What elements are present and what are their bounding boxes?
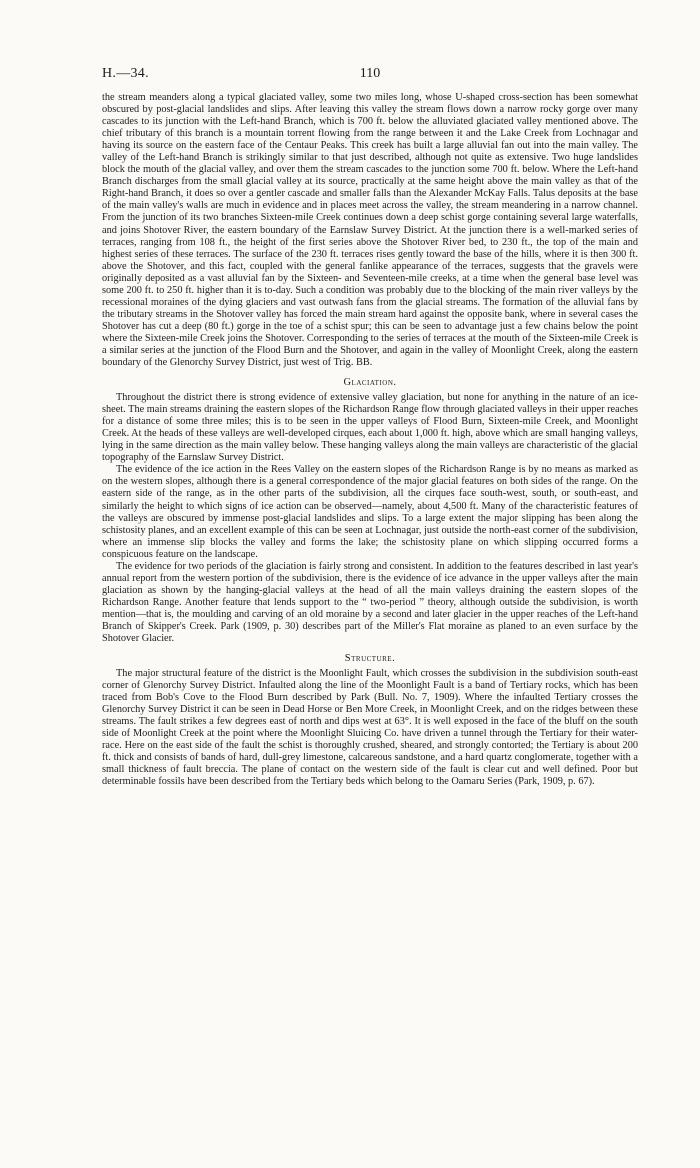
section-heading-structure: Structure. bbox=[344, 653, 396, 665]
body-paragraph: The evidence of the ice action in the Rees Valley on the eastern slopes of the Richardson Range is by no means as marked as on the western slopes, although there is a general correspondence of the major glacial features on both sides of the range. On the eastern side of the range, as in the other parts of the subdivision, all the cirques face south-west, south, or south-east, and similarly the height to which signs of ice action can be observed—namely, about 4,500 ft. Many of the characteristic features of the valleys are obscured by immense post-glacial landslides and slips. To a large extent the major slipping has been along the schistosity planes, and an excellent example of this can be seen at Lochnagar, just outside the north-east corner of the subdivision, where an immense slip blocks the valley and forms the lake; the schistosity plane on which slipping occurred forms a conspicuous feature on the landscape. bbox=[102, 464, 638, 560]
page-number: 110 bbox=[359, 66, 381, 81]
body-paragraph: The major structural feature of the district is the Moonlight Fault, which crosses the subdivision in the subdivision south-east corner of Glenorchy Survey District. Infaulted along the line of the Moonlight Fault is a band of Tertiary rocks, which has been traced from Bob's Cove to the Flood Burn described by Park (Bull. No. 7, 1909). Where the infaulted Tertiary crosses the Glenorchy Survey District it can be seen in Dead Horse or Ben More Creek, in Moonlight Creek, and on the ridges between these streams. The fault strikes a few degrees east of north and dips west at 63°. It is well exposed in the face of the bluff on the south side of Moonlight Creek at the point where the Moonlight Sluicing Co. have driven a tunnel through the Tertiary for their water-race. Here on the east side of the fault the schist is thoroughly crushed, sheared, and strongly contorted; the Tertiary is about 200 ft. thick and consists of bands of hard, dull-grey limestone, calcareous sandstone, and a hard quartz conglomerate, together with a small thickness of fault breccia. The plane of contact on the western side of the fault is clear cut and well defined. Poor but determinable fossils have been described from the Tertiary beds which belong to the Oamaru Series (Park, 1909, p. 67). bbox=[102, 668, 638, 788]
page-reference: H.—34. bbox=[102, 66, 149, 81]
body-paragraph: Throughout the district there is strong evidence of extensive valley glaciation, but none for anything in the nature of an ice-sheet. The main streams draining the eastern slopes of the Richardson Range flow through glaciated valleys in their upper reaches for a distance of some three miles; this is to be seen in the upper valleys of Flood Burn, Sixteen-mile Creek, and Moonlight Creek. At the heads of these valleys are well-developed cirques, each about 1,000 ft. high, above which are small hanging valleys, lying in the same direction as the main valley below. These hanging valleys along the main valleys are characteristic of the glacial topography of the Earnslaw Survey District. bbox=[102, 392, 638, 464]
page-header bbox=[102, 66, 638, 92]
section-heading-glaciation: Glaciation. bbox=[343, 377, 397, 389]
body-paragraph: the stream meanders along a typical glaciated valley, some two miles long, whose U-shaped cross-section has been somewhat obscured by post-glacial landslides and slips. After leaving this valley the stream flows down a narrow rocky gorge over many cascades to its junction with the Left-hand Branch, which is 700 ft. below the alluviated glaciated valley mentioned above. The chief tributary of this branch is a mountain torrent flowing from the range between it and the Lake Creek from Lochnagar and having its source on the eastern face of the Centaur Peaks. This creek has built a large alluvial fan out into the main valley. The valley of the Left-hand Branch is strikingly similar to that just described, although not quite as extensive. Two huge landslides block the mouth of the glacial valley, and over them the stream cascades to the junction some 700 ft. below. Where the Left-hand Branch discharges from the small glacial valley at its source, practically at the same height above the main valley as that of the Right-hand Branch, it does so over a gentler cascade and smaller falls than the Alexander McKay Falls. Talus deposits at the base of the main valley's walls are much in evidence and in places meet across the valley, the stream meandering in a narrow channel. From the junction of its two branches Sixteen-mile Creek continues down a deep schist gorge containing several large waterfalls, and joins Shotover River, the eastern boundary of the Earnslaw Survey District. At the junction there is a well-marked series of terraces, ranging from 108 ft., the height of the first series above the Shotover River bed, to 230 ft., the top of the main and highest series of these terraces. The surface of the 230 ft. terraces rises gently toward the base of the hills, where it is then 300 ft. above the Shotover, and this fact, coupled with the general fanlike appearance of the terraces, suggests that the gravels were originally deposited as a vast alluvial fan by the Sixteen- and Seventeen-mile creeks, at a time when the general base level was some 200 ft. to 250 ft. higher than it is to-day. Such a condition was probably due to the blocking of the main river valleys by the recessional moraines of the dying glaciers and vast outwash fans from the glacial streams. The formation of the alluvial fans by the tributary streams in the Shotover valley has forced the main stream hard against the opposite bank, where in several cases the Shotover has cut a deep (80 ft.) gorge in the toe of a schist spur; this can be seen to advantage just a few chains below the point where the Sixteen-mile Creek joins the Shotover. Corresponding to the series of terraces at the mouth of the Sixteen-mile Creek is a similar series at the junction of the Flood Burn and the Shotover, and again in the valley of Moonlight Creek, along the eastern boundary of the Glenorchy Survey District, just west of Trig. BB. bbox=[102, 92, 638, 369]
body-paragraph: The evidence for two periods of the glaciation is fairly strong and consistent. In addition to the features described in last year's annual report from the western portion of the subdivision, there is the evidence of ice advance in the upper valleys after the main glaciation as shown by the hanging-glacial valleys at the head of all the main valleys draining the eastern slopes of the Richardson Range. Another feature that lends support to the “ two-period ” theory, although outside the subdivision, is worth mention—that is, the moulding and carving of an old moraine by a second and later glacier in the upper reaches of the Left-hand Branch of Skipper's Creek. Park (1909, p. 30) describes part of the Miller's Flat moraine as planed to an even surface by the Shotover Glacier. bbox=[102, 560, 638, 645]
